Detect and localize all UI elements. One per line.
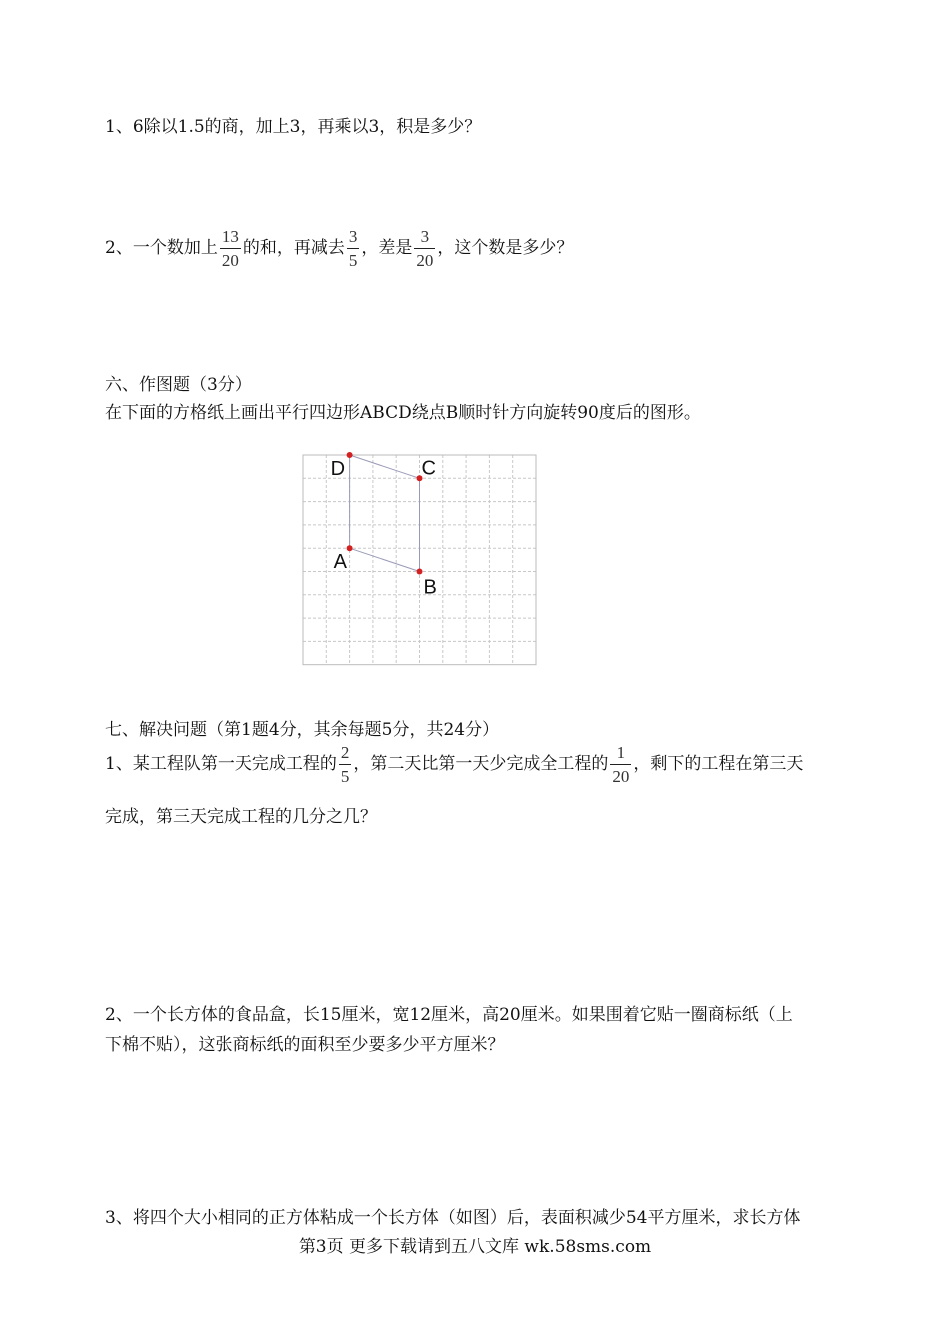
side-ab [350,548,420,571]
vertex-b-label: B [423,576,437,599]
vertex-a-label: A [333,551,347,574]
vertex-b-dot [417,569,423,575]
question-1-text: 1、6除以1.5的商，加上3，再乘以3，积是多少？ [105,117,482,137]
section-6-title: 六、作图题（3分） [105,375,252,395]
problem-1-text-1: 1、某工程队第一天完成工程的 [105,754,337,774]
vertex-a-dot [347,545,353,551]
problem-1-text-2: ，第二天比第一天少完成全工程的 [353,754,609,774]
question-2-text-4: ，这个数是多少？ [437,238,574,258]
side-cd [350,455,420,478]
fraction-13-20: $\frac{13}{20}$ [221,227,239,270]
question-2-text-2: 的和，再减去 [242,238,345,258]
fraction-1-20: $\frac{1}{20}$ [612,743,630,786]
grid-figure [300,452,540,667]
fraction-3-20: $\frac{3}{20}$ [416,227,434,270]
section-7-title: 七、解决问题（第1题4分，其余每题5分，共24分） [105,720,500,740]
parallelogram-abcd [350,455,420,572]
problem-1-text-3: ，剩下的工程在第三天 [633,754,804,774]
problem-3-line-1: 3、将四个大小相同的正方体粘成一个长方体（如图）后，表面积减少54平方厘米，求长方体 [105,1208,801,1228]
problem-1-line-1 [105,744,803,785]
vertex-d-dot [347,452,353,458]
question-1 [105,112,481,137]
vertex-c-label: C [421,457,436,480]
section-6-instruction: 在下面的方格纸上画出平行四边形ABCD绕点B顺时针方向旋转90度后的图形。 [105,403,701,423]
question-2 [105,228,573,269]
question-2-text-3: ，差是 [361,238,413,258]
fraction-2-5: $\frac{2}{5}$ [340,743,350,786]
problem-1-line-2: 完成，第三天完成工程的几分之几？ [105,807,377,827]
fraction-3-5: $\frac{3}{5}$ [348,227,358,270]
problem-2-line-1: 2、一个长方体的食品盒，长15厘米，宽12厘米，高20厘米。如果围着它贴一圈商标纸（上 [105,1005,793,1025]
page-footer: 第3页 更多下载请到五八文库 wk.58sms.com [298,1237,652,1257]
problem-2-line-2: 下棉不贴），这张商标纸的面积至少要多少平方厘米？ [105,1035,505,1055]
question-2-text-1: 2、一个数加上 [105,238,218,258]
parallelogram-vertices [347,452,423,575]
vertex-d-label: D [330,458,346,480]
